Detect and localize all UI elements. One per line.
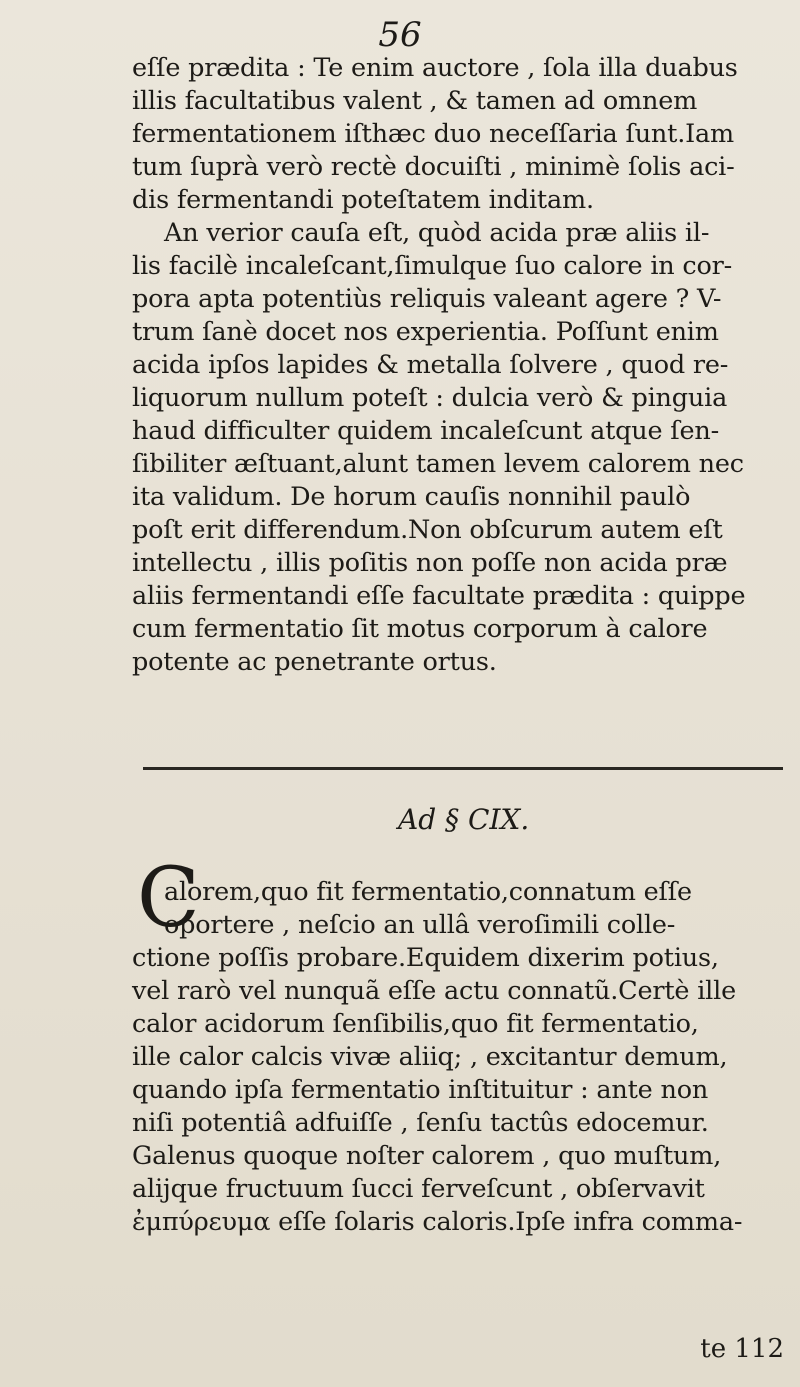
text-line: ſibiliter æſtuant,alunt tamen levem calorem nec [132, 449, 744, 479]
page-number: 56 [378, 15, 422, 55]
text-line: cum fermentatio ſit motus corporum à calore [132, 614, 708, 644]
text-line: liquorum nullum poteſt : dulcia verò & pinguia [132, 383, 728, 413]
text-line: ille calor calcis vivæ aliiq; , excitantur demum, [132, 1042, 728, 1072]
text-line: trum ſanè docet nos experientia. Poſſunt enim [132, 317, 719, 347]
text-line: fermentationem iſthæc duo neceſſaria ſunt.Iam [132, 119, 734, 149]
text-line: An verior cauſa eſt, quòd acida præ aliis il- [164, 218, 710, 248]
text-line: illis facultatibus valent , & tamen ad omnem [132, 86, 698, 116]
text-line: haud difficulter quidem incaleſcunt atque ſen- [132, 416, 720, 446]
catchword: te 112 [700, 1334, 784, 1364]
text-line: tum ſuprà verò rectè docuiſti , minimè ſolis aci- [132, 152, 735, 182]
drop-cap: C [137, 851, 200, 946]
section-divider [143, 767, 783, 770]
text-line: acida ipſos lapides & metalla ſolvere , quod re- [132, 350, 729, 380]
text-line: calor acidorum ſenſibilis,quo fit fermentatio, [132, 1009, 699, 1039]
text-line: oportere , neſcio an ullâ veroſimili colle- [164, 910, 676, 940]
text-line: vel rarò vel nunquã eſſe actu connatũ.Certè ille [132, 976, 736, 1006]
text-line: eſſe prædita : Te enim auctore , ſola illa duabus [132, 53, 738, 83]
section-heading: Ad § CIX. [398, 803, 530, 836]
text-line: ἐμπύρευμα eſſe ſolaris caloris.Ipſe infra comma- [132, 1207, 743, 1237]
text-line: niſi potentiâ adfuiſſe , ſenſu tactûs edocemur. [132, 1108, 709, 1138]
text-line: alorem,quo fit fermentatio,connatum eſſe [164, 877, 692, 907]
paragraph-1 [132, 52, 790, 679]
text-line: ctione poſſis probare.Equidem dixerim potius, [132, 943, 719, 973]
text-line: quando ipſa fermentatio inſtituitur : ante non [132, 1075, 709, 1105]
text-line: dis fermentandi poteſtatem inditam. [132, 185, 594, 215]
text-line: poſt erit differendum.Non obſcurum autem eſt [132, 515, 723, 545]
paragraph-2 [132, 876, 790, 1239]
text-line: pora apta potentiùs reliquis valeant agere ? V- [132, 284, 722, 314]
text-line: Galenus quoque noſter calorem , quo muſtum, [132, 1141, 722, 1171]
text-line: potente ac penetrante ortus. [132, 647, 497, 677]
text-line: intellectu , illis poſitis non poſſe non acida præ [132, 548, 728, 578]
text-line: ita validum. De horum cauſis nonnihil paulò [132, 482, 691, 512]
text-line: aliis fermentandi eſſe facultate prædita : quippe [132, 581, 746, 611]
text-line: lis facilè incaleſcant,ſimulque ſuo calore in cor- [132, 251, 733, 281]
text-line: alijque fructuum ſucci ferveſcunt , obſervavit [132, 1174, 705, 1204]
